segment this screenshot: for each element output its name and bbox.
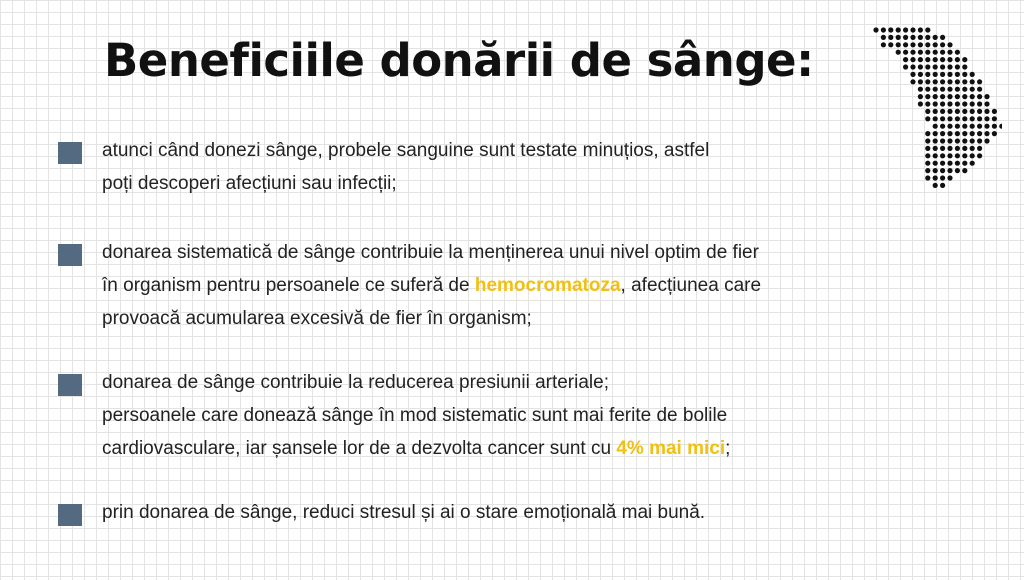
map-dot [970, 138, 975, 143]
bullet-square-icon [58, 142, 82, 164]
map-dot [940, 183, 945, 188]
list-item-text [102, 236, 922, 335]
map-dot [933, 183, 938, 188]
map-dot [933, 79, 938, 84]
map-dot [955, 168, 960, 173]
map-dot [955, 50, 960, 55]
map-dot [955, 94, 960, 99]
map-dot [977, 146, 982, 151]
map-dot [970, 87, 975, 92]
map-dot [947, 64, 952, 69]
map-dot [962, 79, 967, 84]
map-dot [955, 153, 960, 158]
map-dot [947, 116, 952, 121]
map-dot [984, 116, 989, 121]
map-dot [933, 57, 938, 62]
map-dot [918, 57, 923, 62]
map-dot [933, 94, 938, 99]
map-dot [955, 131, 960, 136]
map-dot [970, 109, 975, 114]
map-dot [977, 131, 982, 136]
map-dot [940, 87, 945, 92]
map-dot [925, 57, 930, 62]
map-dot [910, 35, 915, 40]
map-dot [977, 138, 982, 143]
map-dot [940, 138, 945, 143]
map-dot [947, 57, 952, 62]
map-dot [940, 124, 945, 129]
map-dot [925, 109, 930, 114]
map-dot [918, 42, 923, 47]
map-dot [977, 79, 982, 84]
map-dot [888, 42, 893, 47]
map-dot [992, 116, 997, 121]
map-dot [918, 101, 923, 106]
map-dot [933, 124, 938, 129]
map-dot [955, 138, 960, 143]
map-dot [970, 161, 975, 166]
map-dot [925, 146, 930, 151]
map-dot [910, 50, 915, 55]
map-dot [933, 138, 938, 143]
map-dot [940, 161, 945, 166]
map-dot [918, 94, 923, 99]
map-dot [933, 87, 938, 92]
map-dot [955, 72, 960, 77]
map-dot [970, 94, 975, 99]
map-dot [925, 42, 930, 47]
map-dot [918, 64, 923, 69]
map-dot [977, 87, 982, 92]
map-dot [940, 50, 945, 55]
map-dot [933, 168, 938, 173]
map-dot [977, 101, 982, 106]
map-dot [947, 146, 952, 151]
map-dot [940, 42, 945, 47]
map-dot [970, 131, 975, 136]
map-dot [896, 50, 901, 55]
map-dot [984, 124, 989, 129]
map-dot [940, 146, 945, 151]
map-dot [940, 57, 945, 62]
map-dot [925, 175, 930, 180]
map-dot [947, 79, 952, 84]
map-dot [925, 50, 930, 55]
map-dot [940, 109, 945, 114]
map-dot [933, 131, 938, 136]
map-dot [918, 72, 923, 77]
text-line: prin donarea de sânge, reduci stresul și ai o stare emoțională mai bună. [102, 502, 706, 523]
map-dot [962, 138, 967, 143]
map-dot [970, 101, 975, 106]
map-dot [933, 146, 938, 151]
page-title: Beneficiile donării de sânge: [104, 34, 814, 87]
map-dot [910, 57, 915, 62]
map-dot [940, 79, 945, 84]
map-dot [955, 64, 960, 69]
map-dot [940, 72, 945, 77]
bullet-square-icon [58, 244, 82, 266]
map-dot [962, 87, 967, 92]
text-line: donarea de sânge contribuie la reducerea presiunii arteriale; [102, 372, 609, 393]
map-dot [947, 131, 952, 136]
map-dot [955, 116, 960, 121]
map-dot [933, 50, 938, 55]
map-dot [925, 72, 930, 77]
map-dot [940, 153, 945, 158]
map-dot [903, 57, 908, 62]
map-dot [984, 94, 989, 99]
map-dot [955, 124, 960, 129]
map-dot [992, 131, 997, 136]
map-dot [962, 161, 967, 166]
map-dot [962, 101, 967, 106]
map-dot [962, 146, 967, 151]
map-dot [881, 35, 886, 40]
list-item-text [102, 496, 922, 529]
map-dot [940, 175, 945, 180]
map-dot [984, 138, 989, 143]
map-dot [955, 79, 960, 84]
map-dot [977, 124, 982, 129]
map-dot [970, 79, 975, 84]
map-dot [881, 27, 886, 32]
map-dot [873, 27, 878, 32]
map-dot [947, 87, 952, 92]
map-dot [903, 35, 908, 40]
map-dot [918, 79, 923, 84]
text-line: donarea sistematică de sânge contribuie la menținerea unui nivel optim de fier [102, 242, 759, 263]
map-dot [925, 153, 930, 158]
map-dot [940, 101, 945, 106]
map-dot [955, 87, 960, 92]
map-dot [910, 64, 915, 69]
map-dot [970, 72, 975, 77]
map-dot [955, 101, 960, 106]
map-dot [947, 72, 952, 77]
map-dot [933, 72, 938, 77]
map-dot [962, 168, 967, 173]
map-dot [940, 116, 945, 121]
map-dot [933, 153, 938, 158]
map-dot [925, 161, 930, 166]
map-dot [947, 101, 952, 106]
map-dot [977, 116, 982, 121]
map-dot [925, 138, 930, 143]
map-dot [962, 116, 967, 121]
map-dot [984, 101, 989, 106]
map-dot [910, 79, 915, 84]
map-dot [947, 138, 952, 143]
text-segment: în organism pentru persoanele ce suferă de [102, 275, 475, 296]
map-dot [947, 168, 952, 173]
map-dot [933, 35, 938, 40]
map-dot [933, 109, 938, 114]
map-dot [888, 27, 893, 32]
map-dot [970, 124, 975, 129]
map-dot [888, 35, 893, 40]
text-line [102, 432, 922, 465]
map-dot [970, 116, 975, 121]
map-dot [896, 35, 901, 40]
map-dot [933, 175, 938, 180]
map-dot [962, 124, 967, 129]
map-dot [977, 109, 982, 114]
map-dot [925, 87, 930, 92]
map-dot [962, 64, 967, 69]
bullet-square-icon [58, 374, 82, 396]
map-dot [984, 131, 989, 136]
map-dot [962, 94, 967, 99]
text-segment: ; [725, 438, 731, 459]
map-dot [910, 72, 915, 77]
map-dot [977, 153, 982, 158]
map-dot [955, 146, 960, 151]
map-dot [940, 64, 945, 69]
map-dot [984, 109, 989, 114]
map-dot [992, 124, 997, 129]
map-dot [903, 50, 908, 55]
map-dot [947, 153, 952, 158]
map-dot [933, 116, 938, 121]
map-dot [977, 94, 982, 99]
map-dot [955, 161, 960, 166]
map-dot [925, 79, 930, 84]
bullet-square-icon [58, 504, 82, 526]
map-dot [940, 35, 945, 40]
map-dot [947, 124, 952, 129]
map-dot [925, 131, 930, 136]
map-dot [992, 109, 997, 114]
text-line: poți descoperi afecțiuni sau infecții; [102, 173, 397, 194]
text-line [102, 269, 922, 302]
map-dot [947, 42, 952, 47]
list-item-text [102, 134, 922, 200]
map-dot [962, 131, 967, 136]
map-dot [999, 124, 1002, 129]
map-dot [962, 57, 967, 62]
map-dot [933, 161, 938, 166]
highlight-hemocromatoza: hemocromatoza [474, 275, 621, 296]
map-dot [947, 50, 952, 55]
map-dot [962, 153, 967, 158]
map-dot [918, 87, 923, 92]
map-dot [903, 42, 908, 47]
list-item-text [102, 366, 922, 465]
map-dot [970, 153, 975, 158]
map-dot [962, 109, 967, 114]
map-dot [918, 50, 923, 55]
map-dot [940, 94, 945, 99]
map-dot [925, 94, 930, 99]
map-dot [896, 42, 901, 47]
map-dot [910, 42, 915, 47]
map-dot [940, 131, 945, 136]
map-dot [955, 109, 960, 114]
map-dot [925, 27, 930, 32]
map-dot [896, 27, 901, 32]
map-dot [925, 168, 930, 173]
map-dot [881, 42, 886, 47]
map-dot [925, 35, 930, 40]
map-dot [925, 116, 930, 121]
map-dot [947, 109, 952, 114]
map-dot [925, 101, 930, 106]
map-dot [970, 146, 975, 151]
map-dot [947, 161, 952, 166]
text-line: provoacă acumularea excesivă de fier în organism; [102, 308, 532, 329]
text-line: persoanele care donează sânge în mod sistematic sunt mai ferite de bolile [102, 405, 728, 426]
map-dot [925, 64, 930, 69]
map-dot [918, 27, 923, 32]
map-dot [955, 57, 960, 62]
map-dot [933, 42, 938, 47]
map-dot [947, 175, 952, 180]
map-dot [940, 168, 945, 173]
map-dot [962, 72, 967, 77]
map-dot [933, 64, 938, 69]
map-dot [903, 64, 908, 69]
map-dot [918, 35, 923, 40]
map-dot [933, 101, 938, 106]
map-dot [910, 27, 915, 32]
map-dot [903, 27, 908, 32]
text-line: atunci când donezi sânge, probele sanguine sunt testate minuțios, astfel [102, 140, 710, 161]
text-segment: , afecțiunea care [620, 275, 762, 296]
highlight-4-percent: 4% mai mici [616, 438, 726, 459]
text-segment: cardiovasculare, iar șansele lor de a dezvolta cancer sunt cu [102, 438, 617, 459]
map-dot [947, 94, 952, 99]
